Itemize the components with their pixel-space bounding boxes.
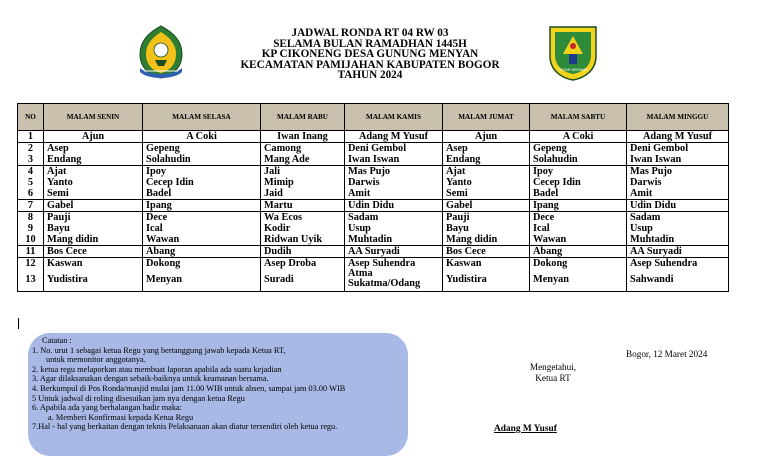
table-row — [18, 246, 729, 258]
note-line: 3. Agar dilaksanakan dengan sebaik-baiknya untuk keamanan bersama. — [32, 374, 269, 384]
notes-title: Catatan : — [42, 336, 72, 345]
schedule-cell: Ipang — [143, 200, 261, 212]
schedule-cell: Mimip — [261, 177, 345, 188]
schedule-cell: Ical — [530, 223, 627, 234]
table-row — [18, 188, 729, 200]
table-row — [18, 223, 729, 234]
schedule-cell: Semi — [44, 188, 143, 200]
schedule-cell: Gabel — [44, 200, 143, 212]
schedule-cell: Udin Didu — [345, 200, 443, 212]
schedule-cell: Muhtadin — [345, 234, 443, 246]
text-cursor — [18, 318, 19, 329]
note-line: untuk memonitor anggotanya. — [46, 355, 146, 365]
schedule-cell: AA Suryadi — [345, 246, 443, 258]
schedule-cell: Sahwandi — [627, 269, 729, 291]
notes-panel — [28, 333, 408, 456]
bogor-regency-emblem-icon — [547, 24, 599, 82]
schedule-cell: Ridwan Uyik — [261, 234, 345, 246]
schedule-cell: Gepeng — [143, 143, 261, 155]
schedule-cell: Jali — [261, 166, 345, 178]
schedule-cell: Endang — [44, 154, 143, 166]
schedule-cell: Ajun — [44, 131, 143, 143]
schedule-cell: Badel — [143, 188, 261, 200]
schedule-cell: Ical — [143, 223, 261, 234]
note-line: 5 Untuk jadwal di roling disesuikan jam nya dengan ketua Regu — [32, 393, 245, 403]
column-header: MALAM SELASA — [143, 104, 261, 131]
schedule-cell: A Coki — [530, 131, 627, 143]
schedule-cell: Iwan Inang — [261, 131, 345, 143]
schedule-cell: Dokong — [530, 258, 627, 270]
schedule-cell: Adang M Yusuf — [627, 131, 729, 143]
schedule-cell: Endang — [443, 154, 530, 166]
emblem-motto: TEGAR BERIMAN — [558, 68, 588, 72]
schedule-cell: Suradi — [261, 269, 345, 291]
schedule-cell: Badel — [530, 188, 627, 200]
schedule-cell: Deni Gembol — [345, 143, 443, 155]
schedule-cell: Asep Suhendra — [345, 258, 443, 270]
schedule-cell: Ipoy — [530, 166, 627, 178]
column-header: NO — [18, 104, 44, 131]
schedule-cell: Bos Cece — [44, 246, 143, 258]
table-row — [18, 200, 729, 212]
schedule-cell: Camong — [261, 143, 345, 155]
schedule-cell: Dokong — [143, 258, 261, 270]
title-line: JADWAL RONDA RT 04 RW 03 — [291, 27, 449, 39]
note-line: 7.Hal - hal yang berkaitan dengan teknis Pelaksanaan akan diatur tersendiri oleh ketua regu. — [32, 422, 338, 432]
schedule-cell: Wa Ecos — [261, 212, 345, 224]
schedule-cell: Abang — [143, 246, 261, 258]
schedule-cell: Kodir — [261, 223, 345, 234]
schedule-cell: Sadam — [627, 212, 729, 224]
schedule-cell: Bayu — [443, 223, 530, 234]
table-header-row — [18, 104, 729, 131]
signer-position: Ketua RT — [535, 373, 571, 383]
title-line: SELAMA BULAN RAMADHAN 1445H — [273, 37, 467, 50]
schedule-cell: Solahudin — [143, 154, 261, 166]
schedule-cell: Jaid — [261, 188, 345, 200]
row-number: 7 — [18, 200, 44, 212]
schedule-cell: Dece — [143, 212, 261, 224]
schedule-cell: Ipoy — [143, 166, 261, 178]
schedule-cell: Deni Gembol — [627, 143, 729, 155]
row-number: 10 — [18, 234, 44, 246]
table-row — [18, 131, 729, 143]
title-line: TAHUN 2024 — [337, 69, 403, 82]
row-number: 3 — [18, 154, 44, 166]
table-row — [18, 234, 729, 246]
column-header: MALAM RABU — [261, 104, 345, 131]
schedule-cell: Pauji — [44, 212, 143, 224]
schedule-cell: Cecep Idin — [143, 177, 261, 188]
schedule-cell: Bos Cece — [443, 246, 530, 258]
note-line: 6. Apabila ada yang berhalangan hadir maka: — [32, 403, 182, 413]
note-line: 2. ketua regu melaporkan atau membuat laporan apabila ada suatu kejadian — [32, 364, 282, 374]
schedule-cell: Mas Pujo — [627, 166, 729, 178]
schedule-table — [17, 103, 729, 292]
row-number: 6 — [18, 188, 44, 200]
schedule-cell: Adang M Yusuf — [345, 131, 443, 143]
schedule-cell: Asep Suhendra — [627, 258, 729, 270]
schedule-cell: Mang didin — [44, 234, 143, 246]
schedule-cell: Asep Droba — [261, 258, 345, 270]
row-number: 8 — [18, 212, 44, 224]
schedule-cell: Ajat — [44, 166, 143, 178]
schedule-cell: Yudistira — [443, 269, 530, 291]
signer-name: Adang M Yusuf — [494, 424, 557, 434]
schedule-cell: Yudistira — [44, 269, 143, 291]
schedule-cell: Yanto — [443, 177, 530, 188]
schedule-cell: Mas Pujo — [345, 166, 443, 178]
schedule-cell: Abang — [530, 246, 627, 258]
column-header: MALAM SABTU — [530, 104, 627, 131]
schedule-cell: Amit — [627, 188, 729, 200]
row-number: 2 — [18, 143, 44, 155]
schedule-cell: Sadam — [345, 212, 443, 224]
schedule-cell: Iwan Iswan — [627, 154, 729, 166]
schedule-cell: Iwan Iswan — [345, 154, 443, 166]
schedule-cell: Atma Sukatma/Odang — [345, 269, 443, 291]
schedule-cell: A Coki — [143, 131, 261, 143]
table-row — [18, 143, 729, 155]
schedule-cell: Dudih — [261, 246, 345, 258]
schedule-cell: AA Suryadi — [627, 246, 729, 258]
table-row — [18, 154, 729, 166]
column-header: MALAM KAMIS — [345, 104, 443, 131]
schedule-cell: Darwis — [627, 177, 729, 188]
column-header: MALAM JUMAT — [443, 104, 530, 131]
schedule-cell: Martu — [261, 200, 345, 212]
table-row — [18, 258, 729, 270]
schedule-cell: Udin Didu — [627, 200, 729, 212]
schedule-cell: Mang didin — [443, 234, 530, 246]
schedule-cell: Menyan — [530, 269, 627, 291]
title-line: KP CIKONENG DESA GUNUNG MENYAN — [261, 48, 479, 61]
row-number: 12 — [18, 258, 44, 270]
signature-date: Bogor, 12 Maret 2024 — [626, 349, 708, 359]
schedule-cell: Bayu — [44, 223, 143, 234]
schedule-cell: Asep — [44, 143, 143, 155]
schedule-cell: Mang Ade — [261, 154, 345, 166]
table-row — [18, 166, 729, 178]
schedule-cell: Dece — [530, 212, 627, 224]
row-number: 13 — [18, 269, 44, 291]
schedule-cell: Gabel — [443, 200, 530, 212]
schedule-cell: Darwis — [345, 177, 443, 188]
title-line: KECAMATAN PAMIJAHAN KABUPATEN BOGOR — [240, 58, 500, 71]
row-number: 4 — [18, 166, 44, 178]
schedule-cell: Gepeng — [530, 143, 627, 155]
schedule-cell: Wawan — [143, 234, 261, 246]
schedule-cell: Ipang — [530, 200, 627, 212]
schedule-cell: Ajun — [443, 131, 530, 143]
schedule-cell: Muhtadin — [627, 234, 729, 246]
schedule-cell: Ajat — [443, 166, 530, 178]
signature-acknowledgement — [498, 362, 608, 384]
schedule-cell: Kaswan — [44, 258, 143, 270]
note-line: 4. Berkumpul di Pos Ronda/masjid mulai jam 11.00 WIB untuk absen, sampai jam 03.00 WIB — [32, 383, 346, 393]
schedule-cell: Solahudin — [530, 154, 627, 166]
column-header: MALAM SENIN — [44, 104, 143, 131]
schedule-cell: Cecep Idin — [530, 177, 627, 188]
table-row — [18, 177, 729, 188]
schedule-cell: Amit — [345, 188, 443, 200]
schedule-cell: Usup — [627, 223, 729, 234]
schedule-cell: Kaswan — [443, 258, 530, 270]
schedule-cell: Semi — [443, 188, 530, 200]
table-row — [18, 269, 729, 291]
row-number: 11 — [18, 246, 44, 258]
schedule-cell: Pauji — [443, 212, 530, 224]
document-title — [200, 28, 540, 81]
schedule-cell: Wawan — [530, 234, 627, 246]
table-row — [18, 212, 729, 224]
schedule-cell: Menyan — [143, 269, 261, 291]
row-number: 5 — [18, 177, 44, 188]
schedule-cell: Usup — [345, 223, 443, 234]
row-number: 9 — [18, 223, 44, 234]
west-java-emblem-icon — [136, 24, 186, 80]
schedule-cell: Yanto — [44, 177, 143, 188]
column-header: MALAM MINGGU — [627, 104, 729, 131]
acknowledged-label: Mengetahui, — [529, 362, 577, 372]
note-line: 1. No. urut 1 sebagai ketua Regu yang bertanggung jawab kepada Ketua RT, — [32, 345, 286, 355]
row-number: 1 — [18, 131, 44, 143]
note-line: a. Memberi Konfirmasi kepada Ketua Regu — [48, 412, 194, 422]
schedule-cell: Asep — [443, 143, 530, 155]
